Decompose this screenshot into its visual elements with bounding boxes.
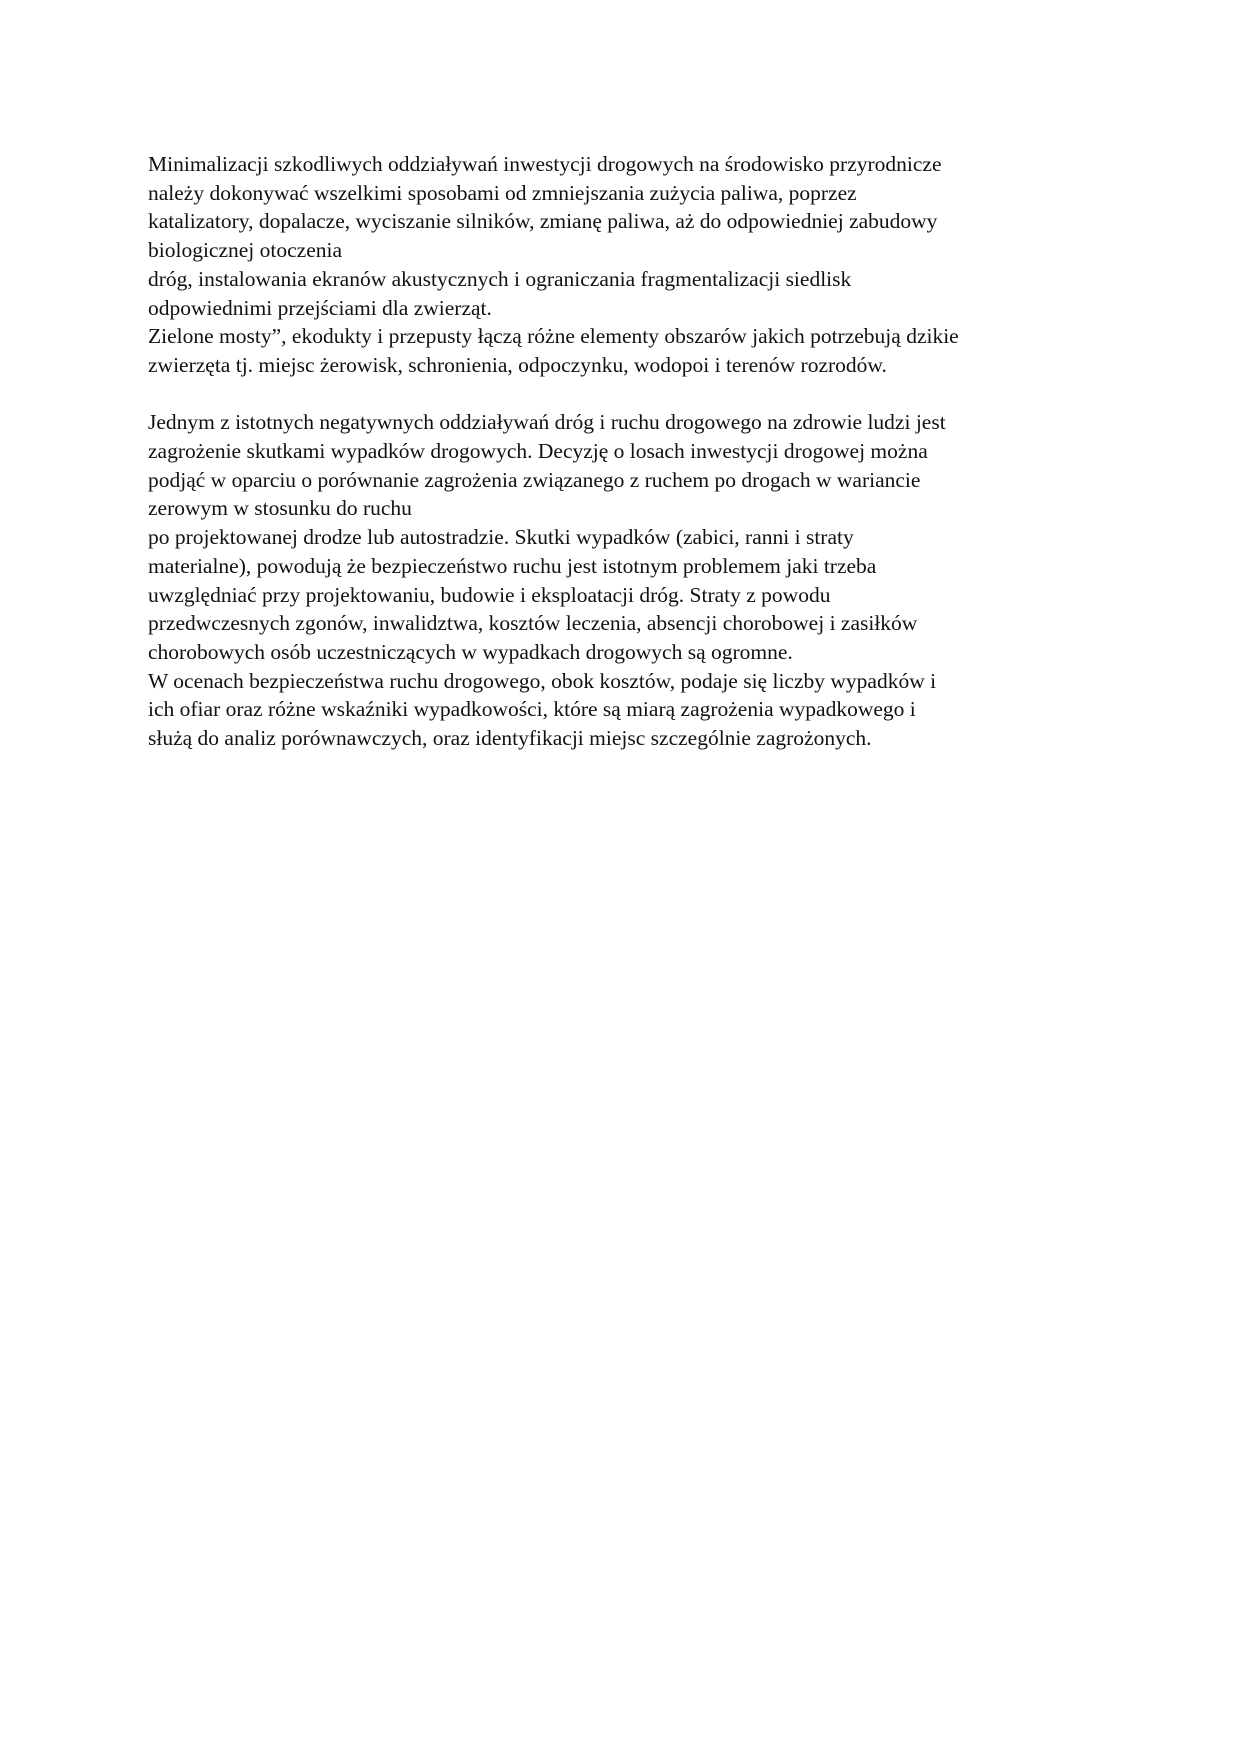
text-line: zagrożenie skutkami wypadków drogowych. Decyzję o losach inwestycji drogowej można [148,439,928,464]
text-line: służą do analiz porównawczych, oraz identyfikacji miejsc szczególnie zagrożonych. [148,726,872,751]
text-line: przedwczesnych zgonów, inwalidztwa, kosztów leczenia, absencji chorobowej i zasiłków [148,611,918,636]
text-line: biologicznej otoczenia [148,238,343,263]
paragraph-gap [148,380,1108,409]
text-line: odpowiednimi przejściami dla zwierząt. [148,295,492,320]
text-line: materialne), powodują że bezpieczeństwo ruchu jest istotnym problemem jaki trzeba [148,553,877,578]
text-line: Minimalizacji szkodliwych oddziaływań inwestycji drogowych na środowisko przyrodnicze [148,152,942,176]
text-line: chorobowych osób uczestniczących w wypadkach drogowych są ogromne. [148,639,793,664]
text-line: Jednym z istotnych negatywnych oddziaływań dróg i ruchu drogowego na zdrowie ludzi jest [148,410,946,435]
paragraph-road-safety [148,408,1108,752]
text-line: dróg, instalowania ekranów akustycznych i ograniczania fragmentalizacji siedlisk [148,266,852,291]
text-line: uwzględniać przy projektowaniu, budowie i eksploatacji dróg. Straty z powodu [148,582,831,607]
text-line: W ocenach bezpieczeństwa ruchu drogowego, obok kosztów, podaje się liczby wypadków i [148,668,937,693]
text-line: po projektowanej drodze lub autostradzie. Skutki wypadków (zabici, ranni i straty [148,525,854,550]
text-line: zwierzęta tj. miejsc żerowisk, schronienia, odpoczynku, wodopoi i terenów rozrodów. [148,352,887,377]
text-line: zerowym w stosunku do ruchu [148,496,412,521]
text-line: ich ofiar oraz różne wskaźniki wypadkowości, które są miarą zagrożenia wypadkowego i [148,697,916,722]
text-line: podjąć w oparciu o porównanie zagrożenia związanego z ruchem po drogach w wariancie [148,467,921,492]
text-line: należy dokonywać wszelkimi sposobami od zmniejszania zużycia paliwa, poprzez [148,180,857,205]
text-line: katalizatory, dopalacze, wyciszanie silników, zmianę paliwa, aż do odpowiedniej zabudowy [148,209,938,234]
document-page [148,150,1108,753]
paragraph-environment [148,150,1108,380]
text-line: Zielone mosty”, ekodukty i przepusty łączą różne elementy obszarów jakich potrzebują dzikie [148,324,959,349]
